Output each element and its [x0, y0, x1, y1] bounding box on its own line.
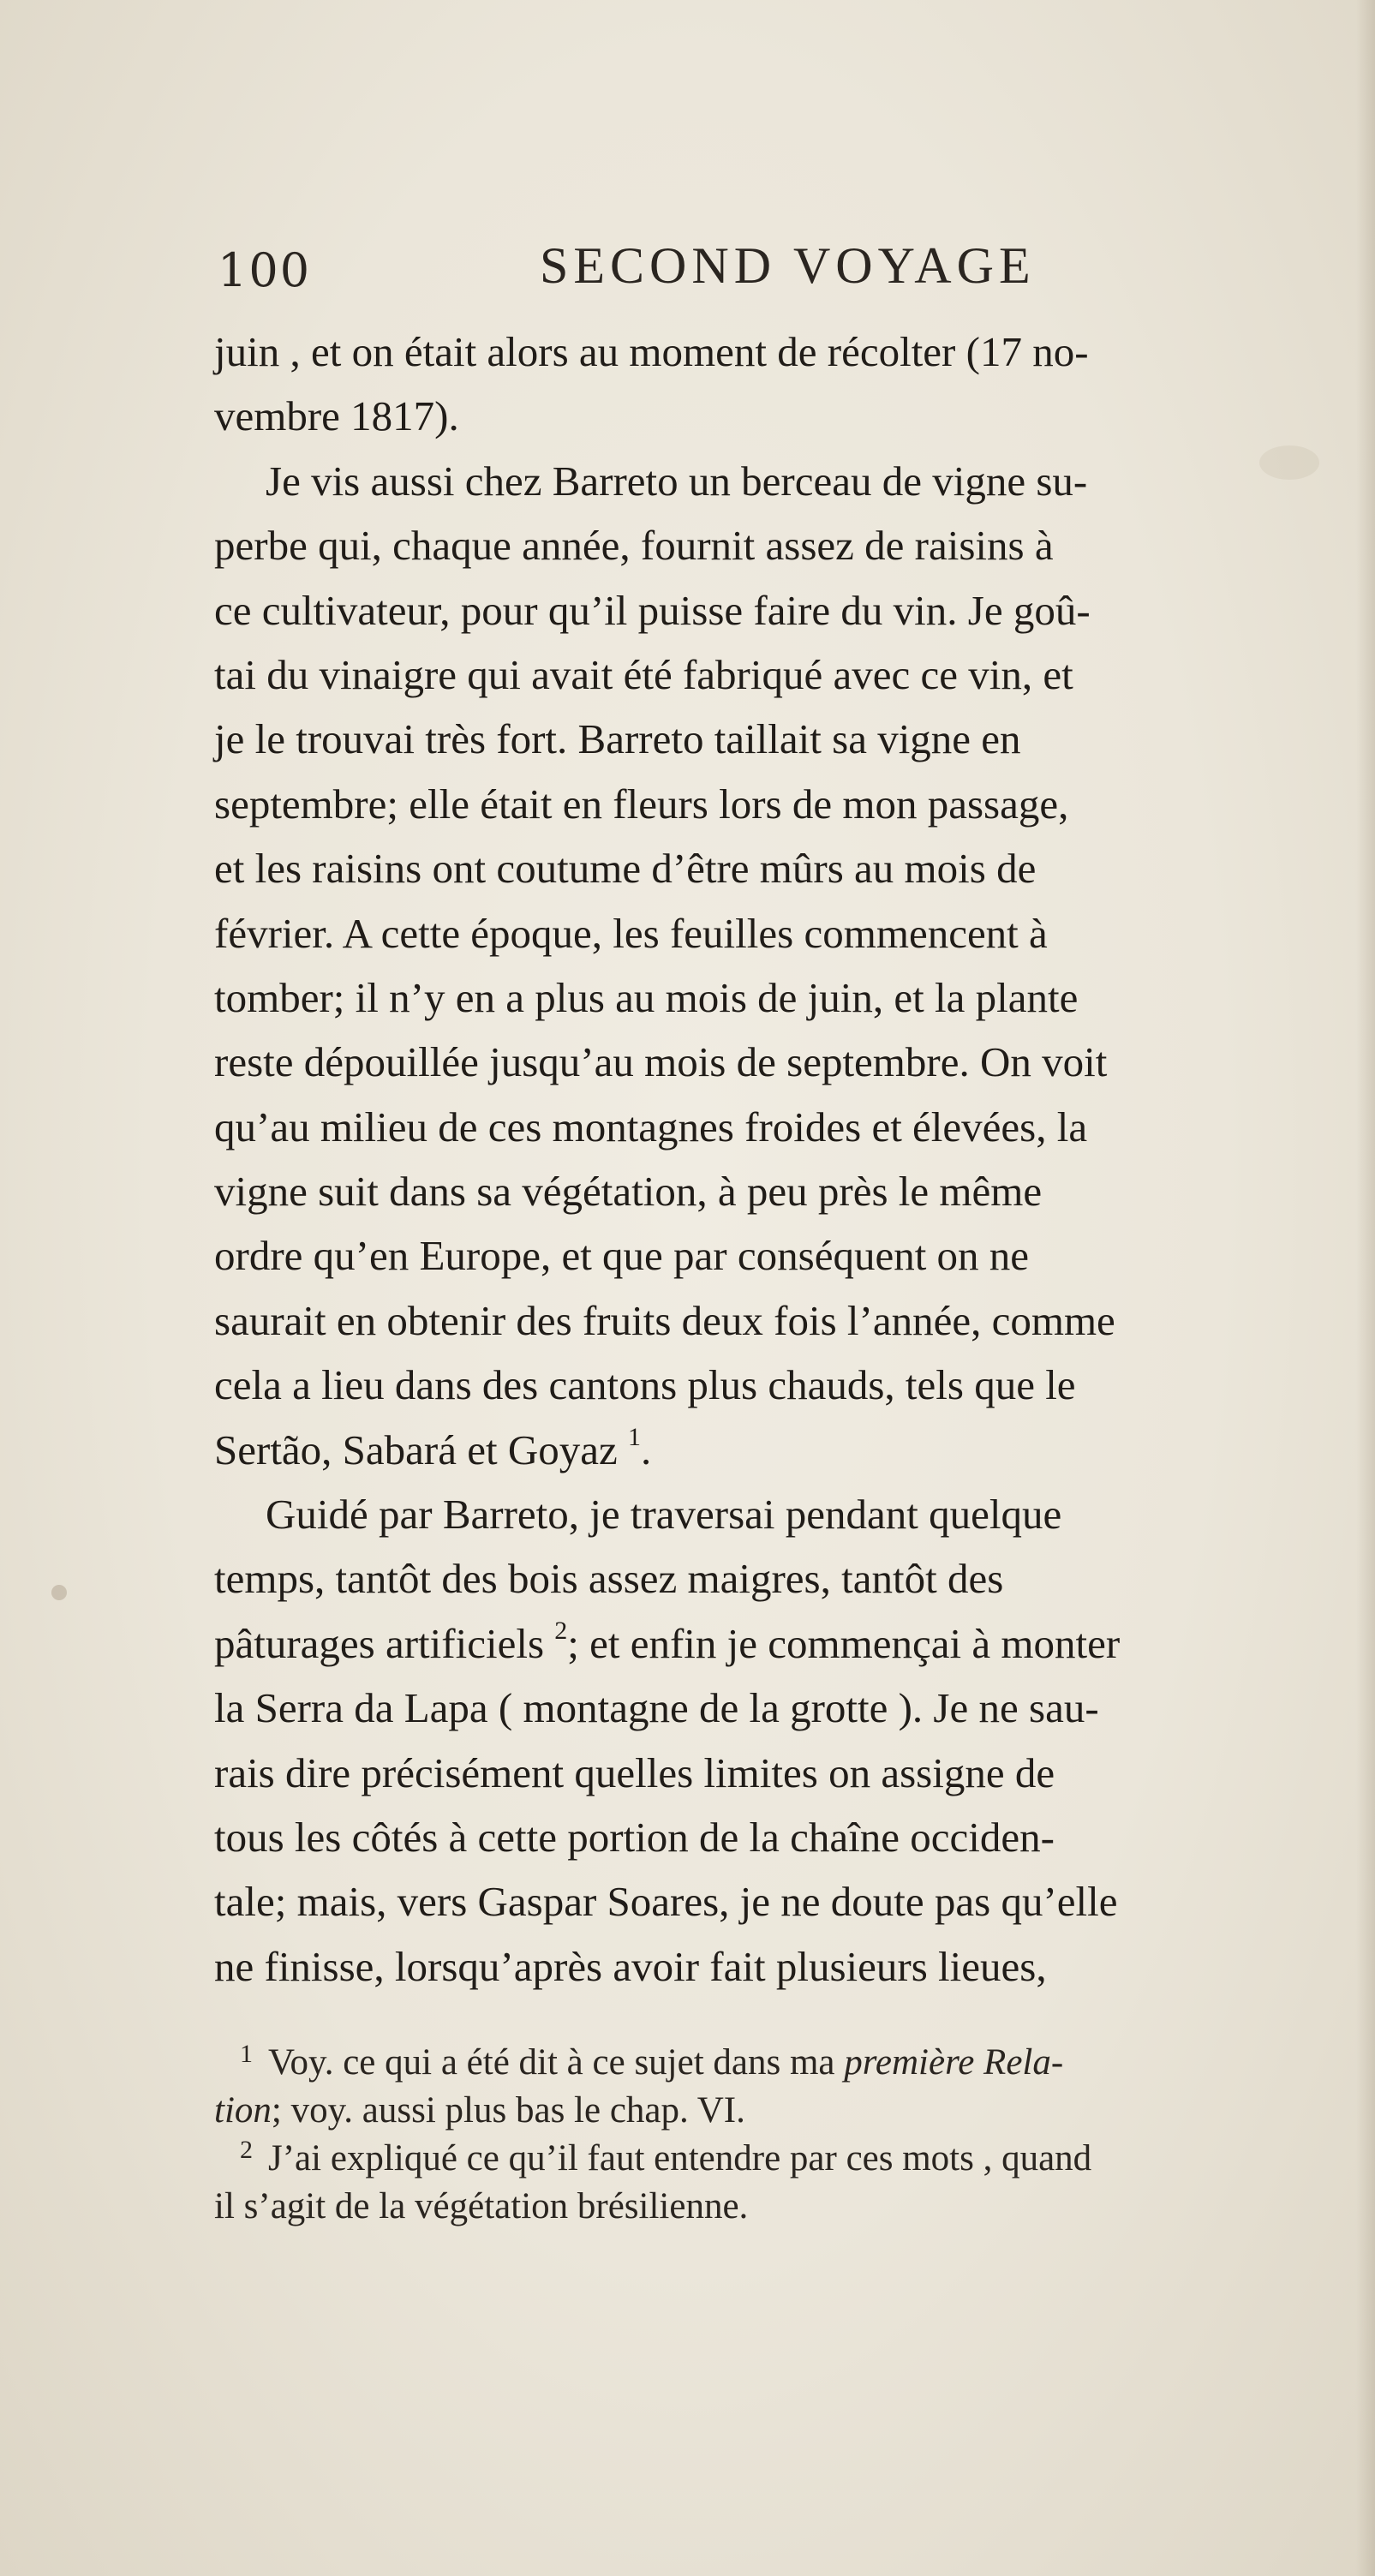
footnote-number: 1 [240, 2040, 253, 2068]
footnote-marker: 1 [628, 1422, 641, 1451]
running-head [218, 236, 1357, 305]
page-number: 100 [218, 243, 312, 297]
text-line: la Serra da Lapa ( montagne de la grotte ). Je ne sau- [214, 1684, 1099, 1732]
text-line: cela a lieu dans des cantons plus chauds, tels que le [214, 1361, 1076, 1409]
text-fragment: ; et enfin je commençai à monter [567, 1619, 1121, 1667]
footnote-text: J’ai expliqué ce qu’il faut entendre par ces mots , quand [268, 2138, 1092, 2179]
text-line: vigne suit dans sa végétation, à peu près le même [214, 1168, 1043, 1216]
footnote-2-continued: il s’agit de la végétation brésilienne. [214, 2186, 749, 2226]
footnote-2 [214, 2135, 1354, 2183]
text-line: Je vis aussi chez Barreto un berceau de vigne su- [266, 457, 1088, 505]
footnote-marker: 2 [554, 1616, 568, 1645]
text-line: février. A cette époque, les feuilles commencent à [214, 909, 1048, 957]
text-line: ne finisse, lorsqu’après avoir fait plusieurs lieues, [214, 1942, 1047, 1990]
text-line: tous les côtés à cette portion de la chaîne occiden- [214, 1813, 1055, 1861]
text-line: septembre; elle était en fleurs lors de mon passage, [214, 780, 1069, 828]
text-line: temps, tantôt des bois assez maigres, tantôt des [214, 1555, 1004, 1603]
text-line: rais dire précisément quelles limites on assigne de [214, 1748, 1055, 1796]
text-line: saurait en obtenir des fruits deux fois l’année, comme [214, 1296, 1115, 1344]
paper-stain [51, 1585, 67, 1600]
text-fragment: . [641, 1425, 652, 1473]
text-line: perbe qui, chaque année, fournit assez de raisins à [214, 522, 1054, 570]
text-line: ce cultivateur, pour qu’il puisse faire du vin. Je goû- [214, 586, 1091, 634]
text-fragment: pâturages artificiels [214, 1619, 545, 1667]
text-line: Guidé par Barreto, je traversai pendant quelque [266, 1491, 1062, 1539]
page-fold-shadow [1356, 0, 1375, 2576]
text-line: tai du vinaigre qui avait été fabriqué avec ce vin, et [214, 650, 1073, 698]
text-line: tale; mais, vers Gaspar Soares, je ne doute pas qu’elle [214, 1878, 1118, 1926]
footnote-italic: première Rela- [844, 2042, 1064, 2083]
text-line [214, 1418, 1354, 1482]
text-line: qu’au milieu de ces montagnes froides et élevées, la [214, 1103, 1088, 1151]
footnotes [214, 2039, 1354, 2231]
footnote-1-continued [214, 2087, 1354, 2135]
footnote-number: 2 [240, 2136, 253, 2164]
text-line: reste dépouillée jusqu’au mois de septembre. On voit [214, 1038, 1108, 1086]
body-text [214, 320, 1354, 1999]
text-line [214, 1611, 1354, 1676]
footnote-text: ; voy. aussi plus bas le chap. VI. [271, 2090, 745, 2131]
text-line: vembre 1817). [214, 392, 459, 440]
footnote-italic: tion [214, 2090, 272, 2131]
text-line: et les raisins ont coutume d’être mûrs au mois de [214, 845, 1037, 893]
text-line: ordre qu’en Europe, et que par conséquent on ne [214, 1232, 1030, 1280]
running-title: SECOND VOYAGE [540, 237, 1036, 294]
text-line: je le trouvai très fort. Barreto taillait sa vigne en [214, 715, 1021, 763]
text-line: tomber; il n’y en a plus au mois de juin, et la plante [214, 973, 1079, 1021]
text-line: juin , et on était alors au moment de récolter (17 no- [214, 328, 1089, 375]
footnote-1 [214, 2039, 1354, 2087]
footnote-text: Voy. ce qui a été dit à ce sujet dans ma [268, 2042, 835, 2083]
text-fragment: Sertão, Sabará et Goyaz [214, 1425, 618, 1473]
